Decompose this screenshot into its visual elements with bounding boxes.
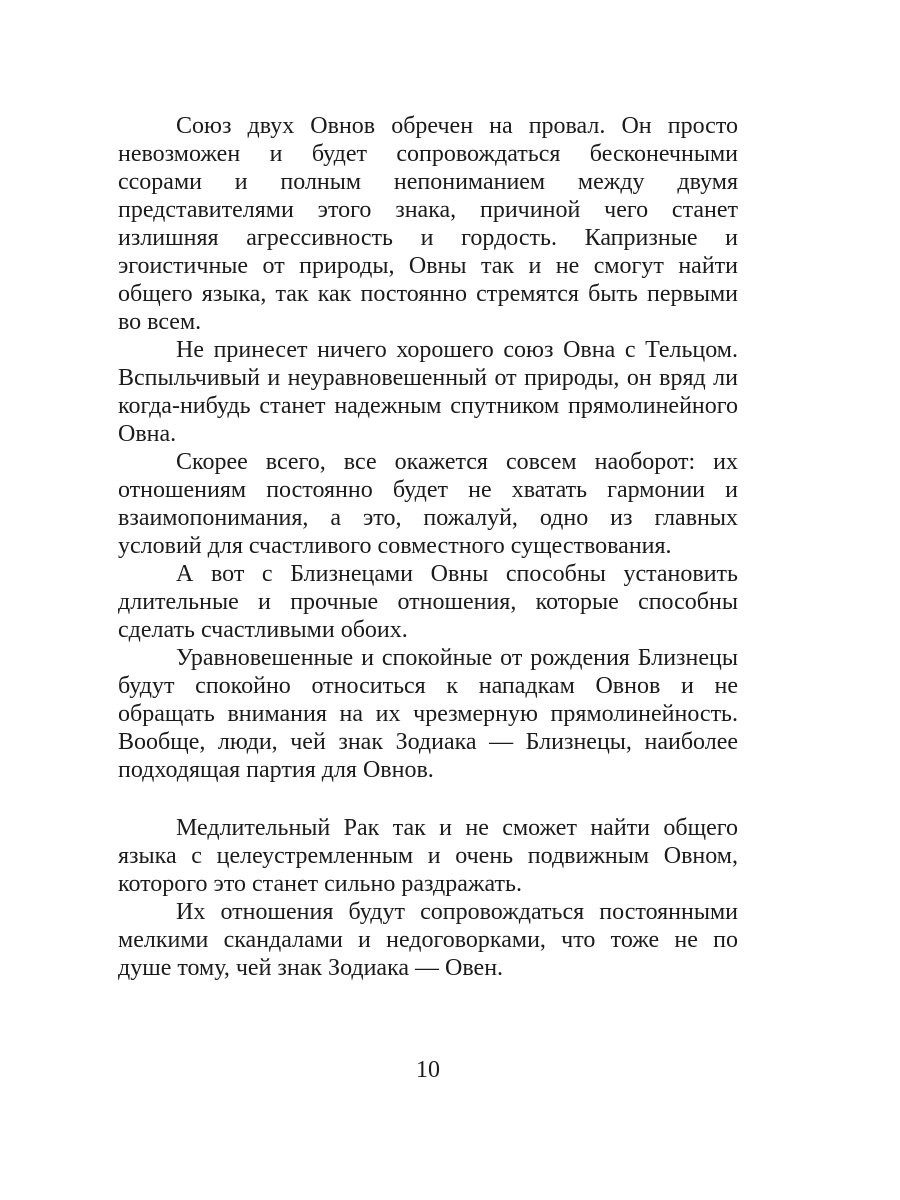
paragraph	[118, 814, 738, 898]
text-line: Вспыльчивый и неуравновешенный от природы, он вряд ли	[118, 365, 738, 391]
text-line: эгоистичные от природы, Овны так и не смогут найти	[118, 253, 738, 279]
text-line: Вообще, люди, чей знак Зодиака — Близнецы, наиболее	[118, 729, 738, 755]
text-line: сделать счастливыми обоих.	[118, 617, 408, 643]
text-line: обращать внимания на их чрезмерную прямолинейность.	[118, 701, 738, 727]
text-line: Не принесет ничего хорошего союз Овна с Тельцом.	[176, 337, 738, 363]
text-line: душе тому, чей знак Зодиака — Овен.	[118, 955, 504, 981]
text-line: общего языка, так как постоянно стремятся быть первыми	[118, 281, 738, 307]
paragraph	[118, 336, 738, 448]
text-line: невозможен и будет сопровождаться бесконечными	[118, 141, 738, 167]
text-line: Уравновешенные и спокойные от рождения Близнецы	[176, 645, 738, 671]
text-line: излишняя агрессивность и гордость. Капризные и	[118, 225, 738, 251]
text-line: языка с целеустремленным и очень подвижным Овном,	[118, 843, 738, 869]
text-line: А вот с Близнецами Овны способны установить	[176, 561, 738, 587]
text-line: когда-нибудь станет надежным спутником прямолинейного	[118, 393, 738, 419]
paragraph	[118, 448, 738, 560]
text-line: Союз двух Овнов обречен на провал. Он просто	[176, 113, 738, 139]
text-line: длительные и прочные отношения, которые способны	[118, 589, 738, 615]
text-line: подходящая партия для Овнов.	[118, 757, 434, 783]
text-line: представителями этого знака, причиной чего станет	[118, 197, 738, 223]
text-line: во всем.	[118, 309, 202, 335]
text-line: мелкими скандалами и недоговорками, что тоже не по	[118, 927, 738, 953]
text-line: Медлительный Рак так и не сможет найти общего	[176, 815, 738, 841]
text-line: Скорее всего, все окажется совсем наоборот: их	[176, 449, 738, 475]
text-line: Их отношения будут сопровождаться постоянными	[176, 899, 738, 925]
text-line: ссорами и полным непониманием между двумя	[118, 169, 738, 195]
text-line: которого это станет сильно раздражать.	[118, 871, 522, 897]
page-number: 10	[416, 1057, 440, 1083]
text-block	[118, 112, 738, 982]
paragraph	[118, 898, 738, 982]
paragraph	[118, 644, 738, 784]
text-line: условий для счастливого совместного существования.	[118, 533, 672, 559]
text-line: взаимопонимания, а это, пожалуй, одно из главных	[118, 505, 738, 531]
text-line: отношениям постоянно будет не хватать гармонии и	[118, 477, 738, 503]
paragraph	[118, 112, 738, 336]
text-line: Овна.	[118, 421, 177, 447]
text-line: будут спокойно относиться к нападкам Овнов и не	[118, 673, 738, 699]
paragraph	[118, 560, 738, 644]
